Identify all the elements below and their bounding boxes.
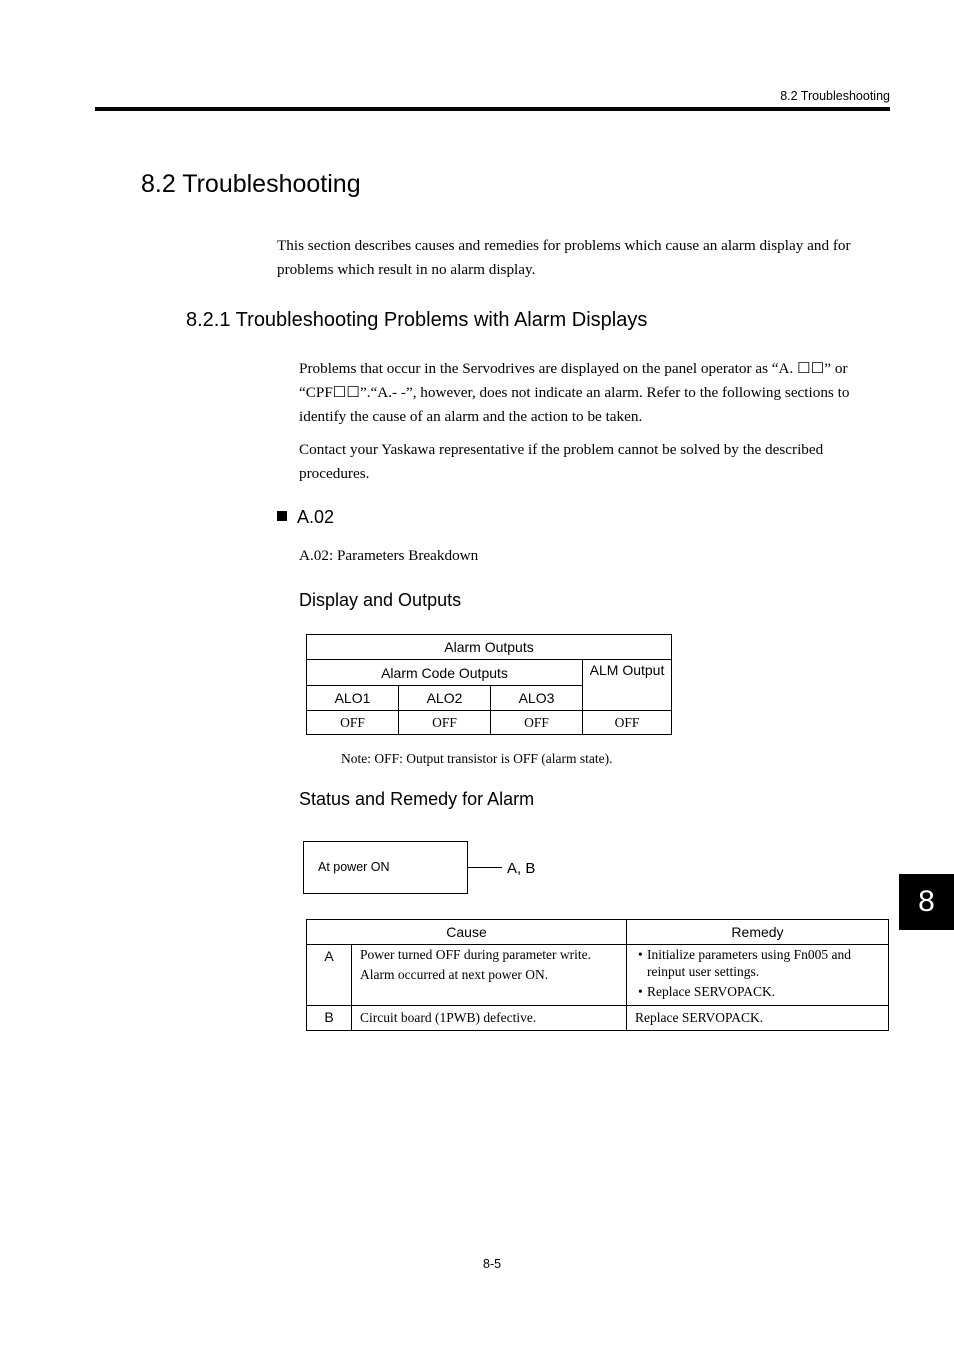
section-title: 8.2 Troubleshooting	[141, 170, 361, 198]
square-bullet-icon	[277, 511, 287, 521]
cause-remedy-table	[306, 919, 889, 1031]
page-number: 8-5	[483, 1257, 502, 1271]
alarm-outputs-header: Alarm Outputs	[307, 635, 672, 660]
contact-paragraph: Contact your Yaskawa representative if the problem cannot be solved by the described procedures.	[299, 441, 824, 482]
remedy-text: Replace SERVOPACK.	[627, 1006, 889, 1031]
alarm-description: A.02: Parameters Breakdown	[299, 547, 479, 564]
cause-text: Circuit board (1PWB) defective.	[352, 1006, 627, 1031]
cause-id: A	[307, 945, 352, 1006]
remedy-item: • Initialize parameters using Fn005 and reinput user settings.	[647, 946, 880, 980]
status-causes: A, B	[507, 860, 536, 877]
display-outputs-heading: Display and Outputs	[299, 590, 462, 610]
remedy-cell	[627, 945, 889, 1006]
alarm-code-outputs-header: Alarm Code Outputs	[307, 660, 583, 686]
connector-line	[468, 867, 502, 868]
alarm-display-paragraph: Problems that occur in the Servodrives are displayed on the panel operator as “A. ☐☐” or “CPF☐☐”.“A.- -”, however, does not indicate an alarm. Refer to the following sections to identify the cause of an alarm and the action to be taken.	[299, 360, 850, 425]
remedy-list	[635, 946, 880, 1000]
alarm-heading	[277, 507, 334, 528]
chapter-tab: 8	[899, 874, 954, 930]
output-value: OFF	[307, 711, 399, 735]
alm-output-header: ALM Output	[583, 660, 672, 711]
remedy-header: Remedy	[627, 920, 889, 945]
alarm-code: A.02	[297, 507, 335, 527]
output-value: OFF	[399, 711, 491, 735]
subsection-title: 8.2.1 Troubleshooting Problems with Alarm Displays	[186, 309, 648, 331]
header-rule	[95, 107, 890, 111]
output-value: OFF	[583, 711, 672, 735]
output-value: OFF	[491, 711, 583, 735]
alarm-outputs-table	[306, 634, 672, 735]
remedy-item: • Replace SERVOPACK.	[647, 983, 880, 1000]
intro-paragraph: This section describes causes and remedies for problems which cause an alarm display and for problems which result in no alarm display.	[277, 237, 851, 278]
column-header: ALO3	[491, 686, 583, 711]
column-header: ALO1	[307, 686, 399, 711]
table-note: Note: OFF: Output transistor is OFF (alarm state).	[341, 751, 613, 766]
cause-id: B	[307, 1006, 352, 1031]
status-label: At power ON	[318, 860, 390, 874]
status-remedy-heading: Status and Remedy for Alarm	[299, 789, 535, 809]
cause-text: Power turned OFF during parameter write. Alarm occurred at next power ON.	[352, 945, 627, 1006]
status-box	[303, 841, 468, 894]
cause-header: Cause	[307, 920, 627, 945]
column-header: ALO2	[399, 686, 491, 711]
running-header: 8.2 Troubleshooting	[780, 89, 890, 103]
